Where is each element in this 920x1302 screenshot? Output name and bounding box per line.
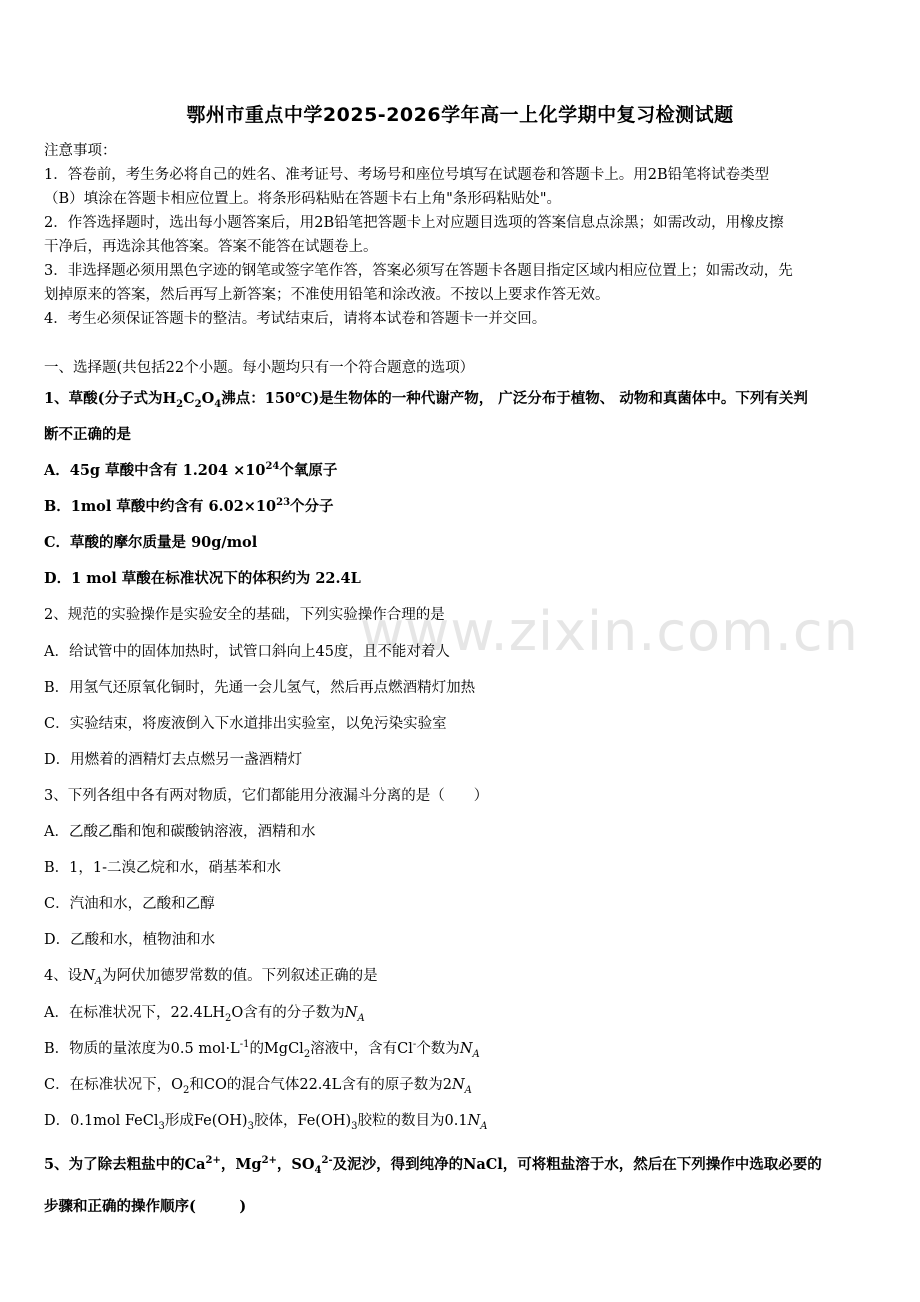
notice-line: 3．非选择题必须用黑色字迹的钢笔或签字笔作答，答案必须写在答题卡各题目指定区域内相应位置上；如需改动，先 bbox=[44, 263, 793, 279]
section-heading: 一、选择题(共包括22个小题。每小题均只有一个符合题意的选项） bbox=[44, 360, 475, 376]
question-1-stem-cont: 断不正确的是 bbox=[44, 426, 131, 443]
question-4-option-d: D．0.1mol FeCl$_3$形成$Fe(OH)_3$胶体，$Fe(OH)_3$胶粒的数目为$0.1N_A$ bbox=[44, 1113, 488, 1132]
question-3-option-d: D．乙酸和水，植物油和水 bbox=[44, 932, 216, 948]
question-1-option-c: C．草酸的摩尔质量是 90g/mol bbox=[44, 534, 258, 551]
question-4-option-c: C．在标准状况下，$O_2$和CO的混合气体22.4L含有的原子数为$2N_A$ bbox=[44, 1077, 472, 1096]
question-2-option-c: C．实验结束，将废液倒入下水道排出实验室，以免污染实验室 bbox=[44, 716, 447, 732]
question-4-option-b: B．物质的量浓度为0.5 $mol\cdot L^{-1}$的MgCl$_2$溶液中，含有Cl-个数为$N_A$ bbox=[44, 1039, 480, 1060]
notice-line: 干净后，再选涂其他答案。答案不能答在试题卷上。 bbox=[44, 239, 378, 255]
question-3-option-b: B．1，1-二溴乙烷和水，硝基苯和水 bbox=[44, 860, 282, 876]
watermark: www.zixin.com.cn bbox=[360, 600, 859, 663]
notice-line: 1．答卷前，考生务必将自己的姓名、准考证号、考场号和座位号填写在试题卷和答题卡上。用2B铅笔将试卷类型 bbox=[44, 167, 770, 183]
question-4-option-a: A．在标准状况下，$22.4LH_2O$含有的分子数为$N_A$ bbox=[44, 1005, 365, 1024]
question-3-option-a: A．乙酸乙酯和饱和碳酸钠溶液，酒精和水 bbox=[44, 824, 316, 840]
question-2-option-a: A．给试管中的固体加热时，试管口斜向上45度，且不能对着人 bbox=[44, 644, 450, 660]
question-4-stem: 4、设$N_A$为阿伏加德罗常数的值。下列叙述正确的是 bbox=[44, 968, 378, 987]
question-3-option-c: C．汽油和水，乙酸和乙醇 bbox=[44, 896, 215, 912]
page-title: 鄂州市重点中学2025-2026学年高一上化学期中复习检测试题 bbox=[186, 104, 734, 126]
question-1-option-a: A．45g 草酸中含有 $1.204 \times 10^{24}$个氧原子 bbox=[44, 461, 338, 479]
question-5-stem: 5、为了除去粗盐中的$Ca^{2+}$，$Mg^{2+}$，$SO_4^{2-}$及泥沙，得到纯净的NaCl，可将粗盐溶于水，然后在下列操作中选取必要的 bbox=[44, 1155, 822, 1176]
question-2-option-b: B．用氢气还原氧化铜时，先通一会儿氢气，然后再点燃酒精灯加热 bbox=[44, 680, 476, 696]
question-1-stem: 1、草酸(分子式为$H_2C_2O_4$沸点：150℃)是生物体的一种代谢产物， 广泛分布于植物、 动物和真菌体中。下列有关判 bbox=[44, 390, 808, 410]
notice-line: 4．考生必须保证答题卡的整洁。考试结束后，请将本试卷和答题卡一并交回。 bbox=[44, 311, 547, 327]
question-1-option-b: B．1mol 草酸中约含有 $6.02\times 10^{23}$个分子 bbox=[44, 497, 334, 515]
question-2-option-d: D．用燃着的酒精灯去点燃另一盏酒精灯 bbox=[44, 752, 303, 768]
notice-line: 划掉原来的答案，然后再写上新答案；不准使用铅笔和涂改液。不按以上要求作答无效。 bbox=[44, 287, 610, 303]
question-2-stem: 2、规范的实验操作是实验安全的基础，下列实验操作合理的是 bbox=[44, 607, 445, 623]
notice-heading: 注意事项： bbox=[44, 143, 117, 159]
question-3-stem: 3、下列各组中各有两对物质，它们都能用分液漏斗分离的是（ ） bbox=[44, 788, 489, 804]
question-5-stem-cont: 步骤和正确的操作顺序( ) bbox=[44, 1198, 247, 1215]
question-1-option-d: D．1 mol 草酸在标准状况下的体积约为 22.4L bbox=[44, 570, 361, 587]
notice-line: （B）填涂在答题卡相应位置上。将条形码粘贴在答题卡右上角"条形码粘贴处"。 bbox=[44, 191, 561, 207]
notice-line: 2．作答选择题时，选出每小题答案后，用2B铅笔把答题卡上对应题目选项的答案信息点涂黑；如需改动，用橡皮擦 bbox=[44, 215, 784, 231]
